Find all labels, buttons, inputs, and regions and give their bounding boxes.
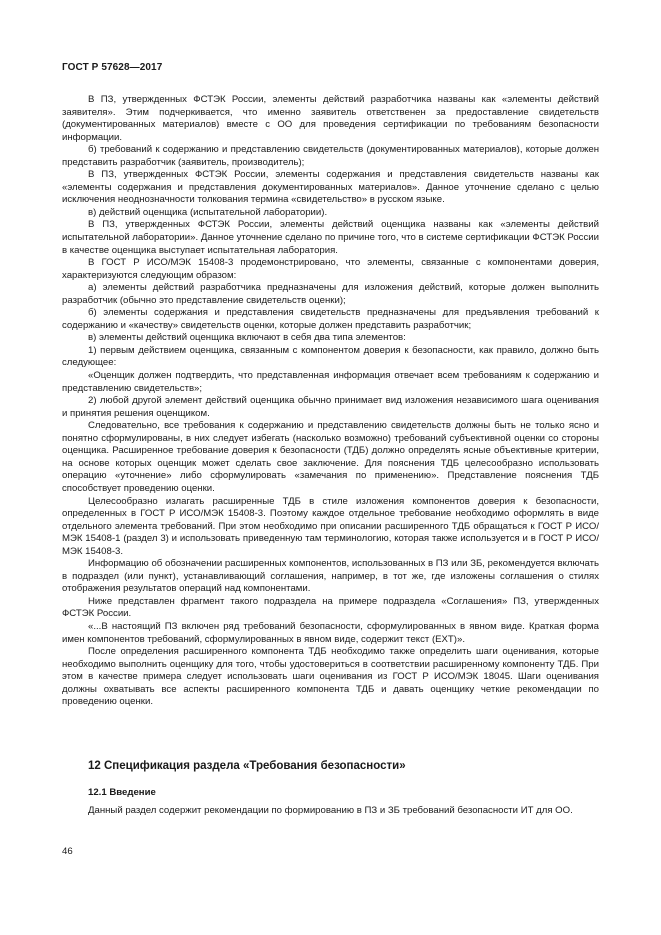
paragraph: Следовательно, все требования к содержанию и представлению свидетельств должны быть не только ясно и понятно сформулированы, в них следует избегать (насколько возможно) требований субъективной оценки со стороны оценщика. Расширенное требование доверия к безопасности (ТДБ) должно определять ясные объективные критерии, на основе которых оценщик может сделать свое заключение. Для пояснения ТДБ целесообразно использовать операцию «уточнение» либо сформулировать «замечания по применению». Представление пояснения ТДБ способствует проведению оценки. — [62, 420, 599, 494]
paragraph: в) элементы действий оценщика включают в себя два типа элементов: — [88, 332, 406, 344]
paragraph: «...В настоящий ПЗ включен ряд требований безопасности, сформулированных в явном виде. Краткая форма имен компонентов требований, сформулированных в явном виде, содержит текст (EXT)». — [62, 620, 599, 645]
paragraph: В ПЗ, утвержденных ФСТЭК России, элементы действий оценщика названы как «элементы действий испытательной лаборатории». Данное уточнение сделано по причине того, что в системе сертификации ФСТЭК России в качестве оценщика выступает испытательная лаборатория. — [62, 219, 599, 256]
paragraph: Информацию об обозначении расширенных компонентов, использованных в ПЗ или ЗБ, рекомендуется включать в подраздел (или пункт), устанавливающий соглашения, например, в тот же, где изложены соглашения о стилях отображения результатов операций над компонентами. — [62, 558, 599, 595]
paragraph: В ПЗ, утвержденных ФСТЭК России, элементы содержания и представления свидетельств названы как «элементы содержания и представления документированных материалов». Данное уточнение сделано с целью исключения неоднозначности толкования термина «свидетельство» в русском языке. — [62, 169, 599, 206]
paragraph: Целесообразно излагать расширенные ТДБ в стиле изложения компонентов доверия к безопасности, определенных в ГОСТ Р ИСО/МЭК 15408-3. Поэтому каждое отдельное требование необходимо оформлять в виде отдельного элемента требований. При этом необходимо при описании расширенного ТДБ обращаться к ГОСТ Р ИСО/МЭК 15408-1 (раздел 3) и использовать приведенную там терминологию, которая также используется и в ГОСТ Р ИСО/МЭК 15408-3. — [62, 495, 599, 557]
document-id-header: ГОСТ Р 57628—2017 — [62, 62, 163, 73]
paragraph: Данный раздел содержит рекомендации по формированию в ПЗ и ЗБ требований безопасности ИТ для ОО. — [88, 805, 573, 816]
paragraph: 2) любой другой элемент действий оценщика обычно принимает вид изложения независимого шага оценивания и принятия решения оценщиком. — [62, 395, 599, 419]
paragraph: В ГОСТ Р ИСО/МЭК 15408-3 продемонстрировано, что элементы, связанные с компонентами доверия, характеризуются следующим образом: — [62, 257, 599, 281]
paragraph: б) требований к содержанию и представлению свидетельств (документированных материалов), которые должен представить разработчик (заявитель, производитель); — [62, 144, 599, 168]
paragraph: 1) первым действием оценщика, связанным с компонентом доверия к безопасности, как правило, должно быть следующее: — [62, 344, 599, 369]
page-number: 46 — [62, 846, 73, 857]
paragraph: в) действий оценщика (испытательной лаборатории). — [88, 206, 328, 218]
paragraph: В ПЗ, утвержденных ФСТЭК России, элементы действий разработчика названы как «элементы действий заявителя». Этим подчеркивается, что именно заявитель ответственен за предоставление свидетельств (документированных материалов) вместе с ОО для проведения сертификации по требованиям безопасности информации. — [62, 94, 599, 143]
subsection-heading: 12.1 Введение — [88, 787, 156, 798]
paragraph: После определения расширенного компонента ТДБ необходимо также определить шаги оценивания, которые необходимо выполнить оценщику для того, чтобы удостовериться в соответствии расширенному компоненту ТДБ. При этом в качестве примера следует использовать шаги оценивания из ГОСТ Р ИСО/МЭК 18045. Шаги оценивания должны охватывать все аспекты расширенного компонента ТДБ и давать оценщику четкие рекомендации по проведению оценки. — [62, 646, 599, 708]
body-text — [62, 94, 599, 709]
paragraph: Ниже представлен фрагмент такого подраздела на примере подраздела «Соглашения» ПЗ, утвержденных ФСТЭК России. — [62, 595, 599, 620]
paragraph: «Оценщик должен подтвердить, что представленная информация отвечает всем требованиям к содержанию и представлению свидетельств»; — [62, 370, 599, 394]
paragraph: а) элементы действий разработчика предназначены для изложения действий, которые должен выполнить разработчик (обычно это представление свидетельств оценки); — [62, 282, 599, 306]
section-intro — [62, 805, 599, 818]
section-heading: 12 Спецификация раздела «Требования безопасности» — [88, 760, 406, 772]
paragraph: б) элементы содержания и представления свидетельств предназначены для предъявления требований к содержанию и «качеству» свидетельств оценки, которые должен представить разработчик; — [62, 307, 599, 331]
